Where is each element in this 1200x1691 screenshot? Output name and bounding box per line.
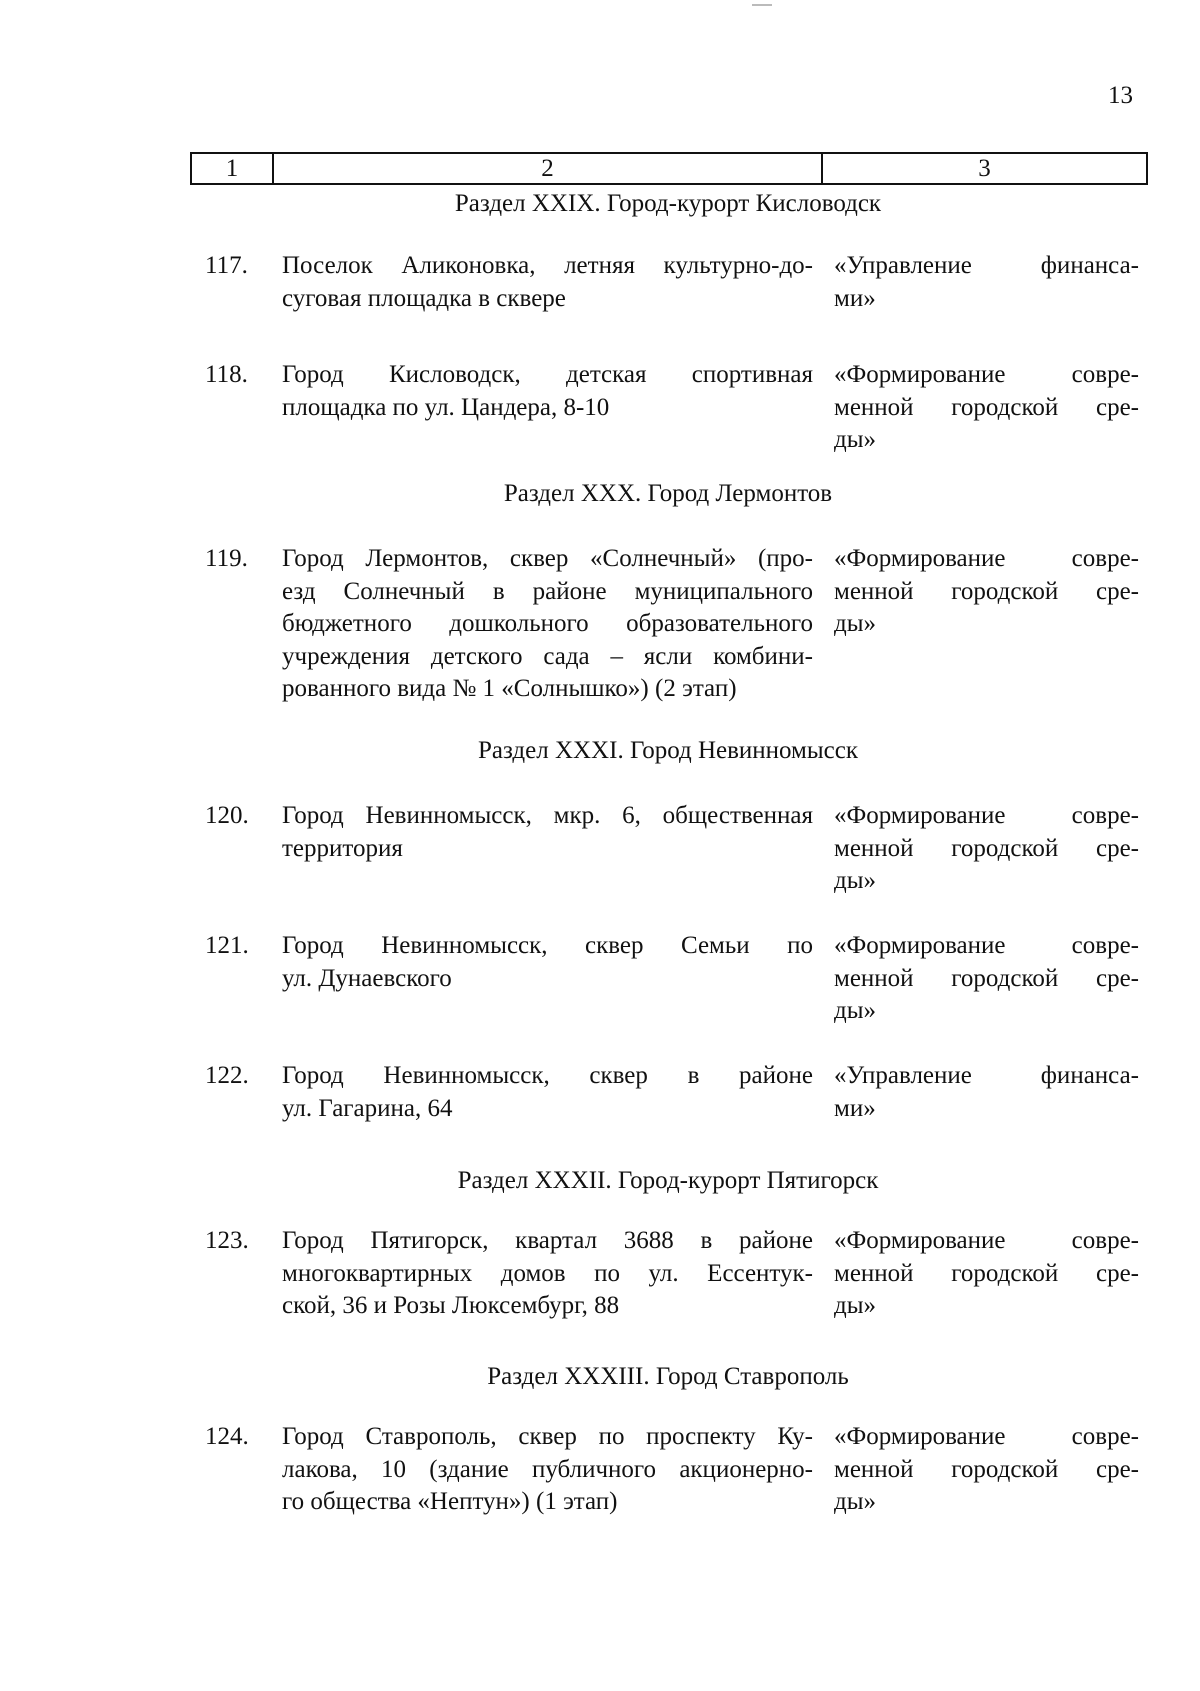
item-number: 123. [205, 1227, 249, 1254]
section-title: Раздел XXIX. Город-курорт Кисловодск [454, 190, 882, 217]
item-number: 117. [205, 252, 248, 279]
description-line: учреждения детского сада – ясли комбини- [282, 642, 813, 670]
description-line: суговая площадка в сквере [282, 284, 566, 312]
description-line: ской, 36 и Розы Люксембург, 88 [282, 1292, 620, 1319]
item-program [834, 1225, 1139, 1323]
description-line: ул. Гагарина, 64 [282, 1094, 453, 1122]
description-line: Город Кисловодск, детская спортивная [282, 361, 813, 388]
column-header-1: 1 [191, 153, 273, 184]
description-line: многоквартирных домов по ул. Ессентук- [282, 1259, 813, 1287]
program-line: «Формирование совре- [834, 1227, 1139, 1254]
scan-artifact [752, 4, 772, 6]
item-number: 120. [205, 802, 249, 829]
item-description [282, 1060, 813, 1125]
program-line: «Формирование совре- [834, 802, 1139, 829]
program-line: ды» [834, 1292, 877, 1319]
program-line: ми» [834, 1094, 876, 1122]
section-title: Раздел XXX. Город Лермонтов [503, 480, 833, 507]
description-line: Город Лермонтов, сквер «Солнечный» (про- [282, 545, 813, 572]
description-line: площадка по ул. Цандера, 8-10 [282, 393, 610, 421]
item-program [834, 543, 1139, 641]
item-number: 118. [205, 361, 248, 388]
program-line: менной городской сре- [834, 393, 1139, 421]
item-description [282, 359, 813, 424]
item-program [834, 1060, 1139, 1125]
item-program [834, 250, 1139, 315]
description-line: рованного вида № 1 «Солнышко») (2 этап) [282, 675, 737, 702]
description-line: Город Невинномысск, сквер Семьи по [282, 932, 813, 959]
page-number: 13 [1108, 82, 1133, 109]
program-line: «Формирование совре- [834, 1423, 1139, 1450]
item-number: 119. [205, 545, 248, 572]
program-line: ми» [834, 284, 876, 312]
item-description [282, 1225, 813, 1323]
description-line: го общества «Нептун») (1 этап) [282, 1488, 618, 1515]
description-line: Город Невинномысск, сквер в районе [282, 1062, 813, 1089]
description-line: ул. Дунаевского [282, 964, 452, 992]
description-line: бюджетного дошкольного образовательного [282, 610, 813, 637]
program-line: «Формирование совре- [834, 545, 1139, 572]
program-line: менной городской сре- [834, 1455, 1139, 1483]
column-header-row [191, 153, 1147, 184]
item-description [282, 1421, 813, 1519]
item-number: 122. [205, 1062, 249, 1089]
program-line: ды» [834, 426, 877, 453]
item-description [282, 250, 813, 315]
item-program [834, 800, 1139, 898]
program-line: «Формирование совре- [834, 361, 1139, 388]
item-description [282, 543, 813, 706]
program-line: ды» [834, 867, 877, 894]
column-header-3: 3 [822, 153, 1147, 184]
item-number: 121. [205, 932, 249, 959]
program-line: менной городской сре- [834, 1259, 1139, 1287]
program-line: «Управление финанса- [834, 252, 1139, 279]
column-header-2: 2 [273, 153, 822, 184]
description-line: Поселок Аликоновка, летняя культурно-до- [282, 252, 813, 279]
item-program [834, 930, 1139, 1028]
description-line: территория [282, 834, 403, 862]
description-line: лакова, 10 (здание публичного акционерно- [282, 1455, 813, 1483]
description-line: Город Пятигорск, квартал 3688 в районе [282, 1227, 813, 1254]
item-number: 124. [205, 1423, 249, 1450]
description-line: езд Солнечный в районе муниципального [282, 577, 813, 605]
item-program [834, 1421, 1139, 1519]
item-description [282, 930, 813, 995]
section-title: Раздел XXXI. Город Невинномысск [477, 737, 859, 764]
program-line: менной городской сре- [834, 964, 1139, 992]
section-title: Раздел XXXII. Город-курорт Пятигорск [457, 1167, 879, 1194]
item-description [282, 800, 813, 865]
program-line: ды» [834, 1488, 877, 1515]
description-line: Город Ставрополь, сквер по проспекту Ку- [282, 1423, 813, 1450]
program-line: «Управление финанса- [834, 1062, 1139, 1089]
program-line: «Формирование совре- [834, 932, 1139, 959]
column-header-table [190, 152, 1148, 185]
section-title: Раздел XXXIII. Город Ставрополь [487, 1363, 849, 1390]
program-line: ды» [834, 997, 877, 1024]
program-line: менной городской сре- [834, 834, 1139, 862]
program-line: менной городской сре- [834, 577, 1139, 605]
description-line: Город Невинномысск, мкр. 6, общественная [282, 802, 813, 829]
program-line: ды» [834, 610, 877, 637]
item-program [834, 359, 1139, 457]
